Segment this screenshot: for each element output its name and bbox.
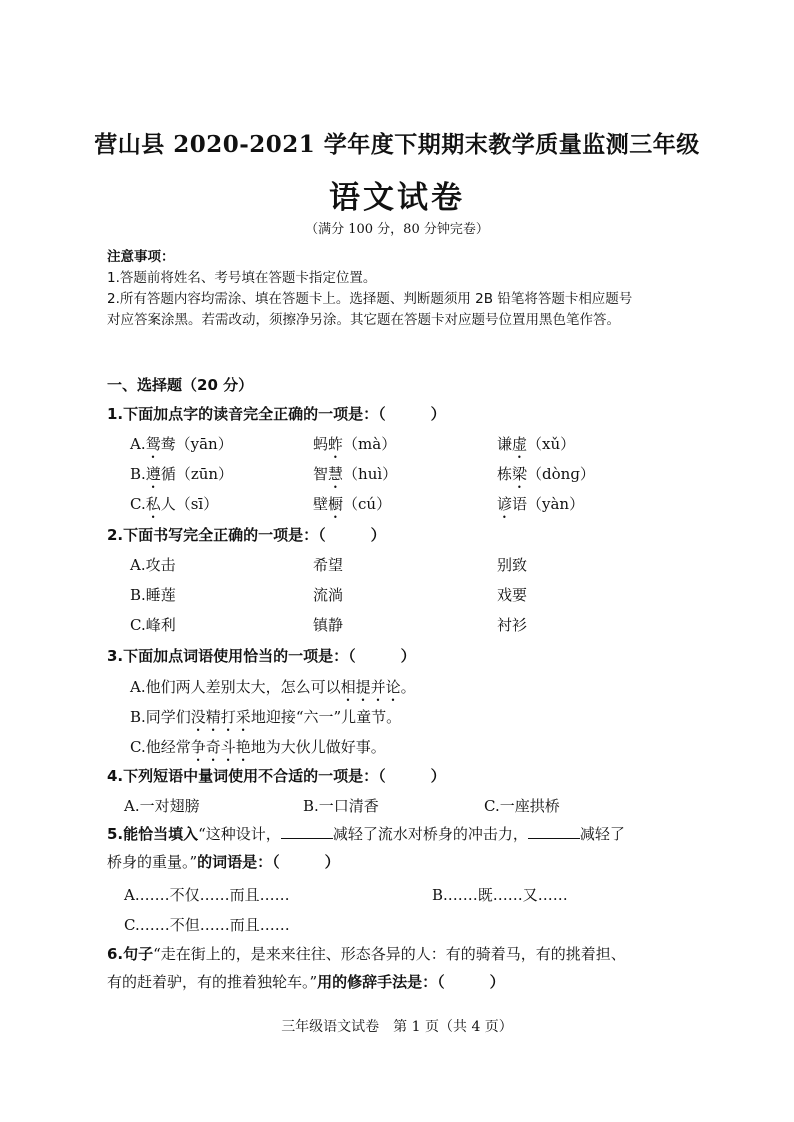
q5-text-4: 桥身的重量。” — [107, 853, 198, 871]
notes-line-2: 2.所有答题内容均需涂、填在答题卡上。选择题、判断题须用 2B 铅笔将答题卡相应题号 — [107, 291, 633, 307]
exam-subtitle: （满分 100 分，80 分钟完卷） — [305, 222, 489, 237]
q5-tail: 的词语是：（ ） — [197, 853, 340, 871]
q2-option-b-word3: 戏要 — [497, 586, 528, 604]
q2-option-b-word2: 流淌 — [313, 586, 344, 604]
question-5-stem — [107, 820, 689, 876]
section-heading: 一、选择题（20 分） — [107, 376, 254, 394]
page-footer: 三年级语文试卷 第 1 页（共 4 页） — [281, 1019, 513, 1035]
question-4-stem: 4.下列短语中量词使用不合适的一项是：（ ） — [107, 767, 446, 785]
q5-option-a: A.……不仅……而且…… — [124, 886, 290, 904]
q4-option-c: C.一座拱桥 — [484, 797, 560, 815]
q5-label: 5.能恰当填入 — [107, 825, 199, 843]
q5-text-2: 减轻了流水对桥身的冲击力， — [332, 825, 528, 843]
q6-tail: 用的修辞手法是：（ ） — [317, 973, 505, 991]
q2-option-c: C.峰利 — [130, 616, 176, 634]
notes-heading: 注意事项： — [107, 249, 175, 265]
notes-block — [107, 247, 707, 331]
q1-option-b-word2: 智慧（huì） — [313, 465, 398, 483]
q2-option-c-word3: 衬衫 — [497, 616, 528, 634]
q5-text-3: 减轻了 — [579, 825, 625, 843]
q2-option-b: B.睡莲 — [130, 586, 176, 604]
q2-option-c-word2: 镇静 — [313, 616, 344, 634]
q5-blank-1 — [281, 837, 333, 839]
question-3-stem: 3.下面加点词语使用恰当的一项是：（ ） — [107, 647, 416, 665]
q6-text-2: 有的赶着驴，有的推着独轮车。” — [107, 973, 318, 991]
q5-blank-2 — [528, 837, 580, 839]
q2-option-a-word2: 希望 — [313, 556, 344, 574]
q3-option-c: C.他经常争奇斗艳地为大伙儿做好事。 — [130, 738, 386, 756]
q3-option-b: B.同学们没精打采地迎接“六一”儿童节。 — [130, 708, 402, 726]
notes-line-1: 1.答题前将姓名、考号填在答题卡指定位置。 — [107, 270, 377, 286]
q1-option-c-word3: 谚语（yàn） — [497, 495, 585, 513]
q1-option-b: B.遵循（zūn） — [130, 465, 234, 483]
q6-text-1: “走在街上的，是来来往往、形态各异的人：有的骑着马，有的挑着担、 — [153, 945, 626, 963]
question-1-stem: 1.下面加点字的读音完全正确的一项是：（ ） — [107, 405, 446, 423]
q1-option-b-word3: 栋梁（dònɡ） — [497, 465, 595, 483]
q1-option-c-word2: 壁橱（cú） — [313, 495, 392, 513]
exam-title: 营山县 2020-2021 学年度下期期末教学质量监测三年级 — [94, 131, 700, 158]
q5-option-c: C.……不但……而且…… — [124, 916, 290, 934]
question-6-stem — [107, 940, 689, 996]
q4-option-b: B.一口清香 — [303, 797, 379, 815]
q3-option-a: A.他们两人差别太大，怎么可以相提并论。 — [130, 678, 416, 696]
q2-option-a: A.攻击 — [130, 556, 176, 574]
question-2-stem: 2.下面书写完全正确的一项是：（ ） — [107, 526, 386, 544]
q4-option-a: A.一对翅膀 — [124, 797, 200, 815]
q5-option-b: B.……既……又…… — [432, 886, 568, 904]
q1-option-a: A.鸳鸯（yān） — [130, 435, 233, 453]
q6-label: 6.句子 — [107, 945, 154, 963]
q1-option-a-word3: 谦虚（xǔ） — [497, 435, 576, 453]
exam-subject: 语文试卷 — [329, 180, 465, 216]
q5-text-1: “这种设计， — [198, 825, 281, 843]
q2-option-a-word3: 别致 — [497, 556, 528, 574]
q1-option-c: C.私人（sī） — [130, 495, 219, 513]
notes-line-3: 对应答案涂黑。若需改动，须擦净另涂。其它题在答题卡对应题号位置用黑色笔作答。 — [107, 312, 620, 328]
q1-option-a-word2: 蚂蚱（mà） — [313, 435, 397, 453]
